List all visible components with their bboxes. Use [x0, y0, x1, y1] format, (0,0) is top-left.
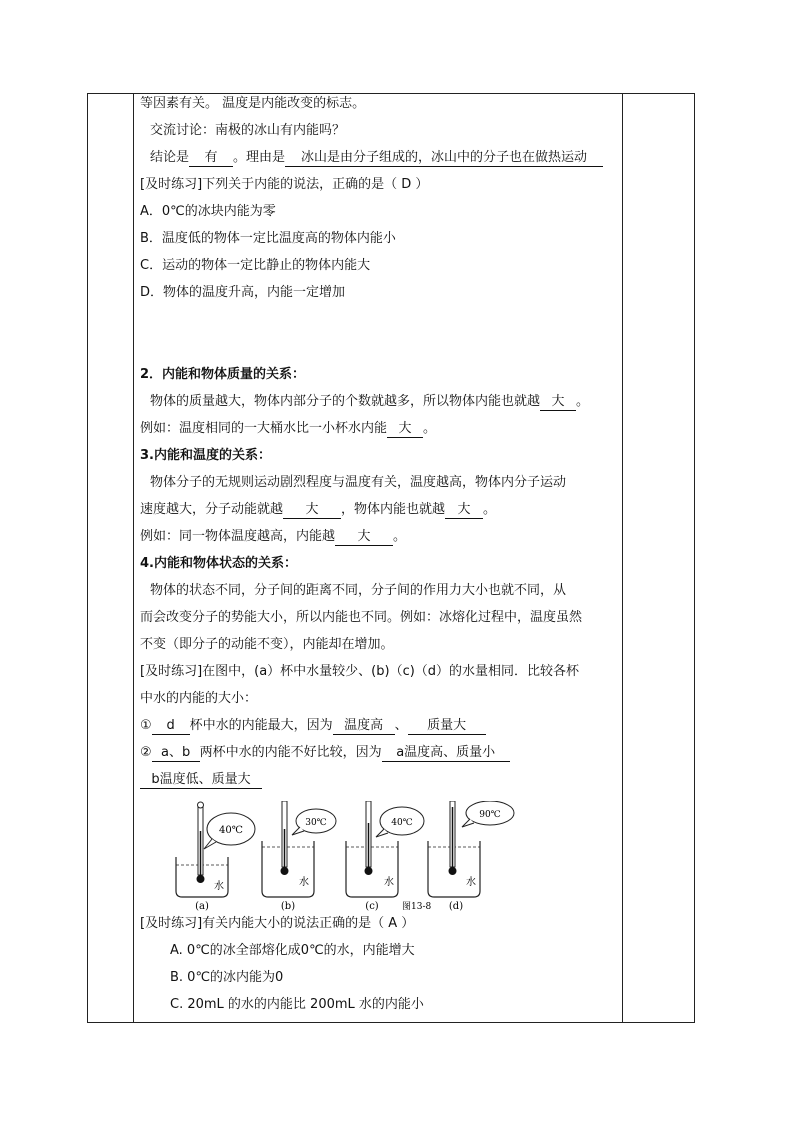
exercise-question: [及时练习]有关内能大小的说法正确的是（ A ）	[140, 916, 415, 931]
beaker-c	[346, 801, 431, 912]
temperature-label-b: 30℃	[305, 818, 327, 828]
option-b: B. 0℃的冰内能为0	[170, 970, 284, 985]
figure-caption: 图13-8	[402, 902, 432, 912]
section-heading: 3.内能和温度的关系：	[140, 448, 271, 463]
water-label: 水	[214, 881, 224, 892]
exercise-question: 中水的内能的大小：	[140, 691, 258, 706]
option-c: C．运动的物体一定比静止的物体内能大	[140, 258, 371, 273]
exercise-question: [及时练习]下列关于内能的说法，正确的是（ D ）	[140, 177, 429, 192]
conclusion-line	[140, 149, 603, 167]
section-heading: 2．内能和物体质量的关系：	[140, 367, 306, 382]
answer-blank: b温度低、质量大	[140, 772, 262, 789]
temperature-label-c: 40℃	[391, 818, 413, 828]
answer-blank: 有	[189, 150, 233, 167]
text-segment: 物体的质量越大，物体内部分子的个数就越多，所以物体内能也就越	[150, 394, 541, 409]
beaker-d	[428, 801, 514, 912]
answer-blank: a温度高、质量小	[382, 745, 510, 762]
answer-blank: 大	[335, 529, 393, 546]
text-line: 等因素有关。 温度是内能改变的标志。	[140, 96, 366, 111]
beaker-a	[176, 802, 255, 912]
option-a: A. 0℃的冰全部熔化成0℃的水，内能增大	[170, 943, 415, 958]
text-segment: 两杯中水的内能不好比较，因为	[199, 745, 382, 760]
text-line: 物体分子的无规则运动剧烈程度与温度有关，温度越高，物体内分子运动	[150, 475, 567, 490]
answer-blank: 温度高	[333, 718, 395, 735]
text-line: 而会改变分子的势能大小，所以内能也不同。例如：冰熔化过程中，温度虽然	[140, 610, 583, 625]
text-line	[140, 501, 496, 519]
cup-label-b: (b)	[280, 901, 296, 912]
conclusion-prefix: 结论是	[150, 150, 190, 165]
cup-label-d: (d)	[448, 901, 464, 912]
answer-line-2	[140, 744, 510, 762]
cup-label-a: (a)	[195, 901, 209, 912]
water-label: 水	[466, 877, 476, 888]
temperature-label-a: 40℃	[219, 825, 243, 836]
text-line	[140, 393, 589, 411]
answer-blank: 质量大	[408, 718, 486, 735]
section-heading: 4.内能和物体状态的关系：	[140, 556, 297, 571]
option-d: D．物体的温度升高，内能一定增加	[140, 285, 346, 300]
answer-line-1	[140, 717, 486, 735]
exercise-question: [及时练习]在图中，(a）杯中水量较少、(b)（c)（d）的水量相同．比较各杯	[140, 664, 580, 679]
text-segment: 例如：同一物体温度越高，内能越	[140, 529, 336, 544]
answer-blank: 大	[283, 502, 341, 519]
cup-label-c: (c)	[365, 901, 379, 912]
water-label: 水	[384, 877, 394, 888]
text-line: 不变（即分子的动能不变），内能却在增加。	[140, 637, 394, 652]
option-b: B．温度低的物体一定比温度高的物体内能小	[140, 231, 396, 246]
answer-blank: d	[152, 718, 190, 735]
item-number: ①	[140, 718, 152, 733]
text-segment: 速度越大，分子动能就越	[140, 502, 284, 517]
text-segment: 。	[393, 529, 407, 544]
text-segment: 。	[423, 421, 437, 436]
option-c: C. 20mL 的水的内能比 200mL 水的内能小	[170, 997, 424, 1012]
text-segment: 杯中水的内能最大，因为	[189, 718, 333, 733]
text-segment: ，物体内能也就越	[341, 502, 446, 517]
answer-blank: a、b	[152, 745, 200, 762]
discussion-question: 交流讨论：南极的冰山有内能吗？	[150, 123, 346, 138]
table-divider-right	[622, 93, 623, 1023]
option-a: A．0℃的冰块内能为零	[140, 204, 276, 219]
text-segment: 、	[394, 718, 408, 733]
temperature-label-d: 90℃	[479, 810, 501, 820]
text-segment: 例如：温度相同的一大桶水比一小杯水内能	[140, 421, 388, 436]
text-segment: 。	[483, 502, 497, 517]
reason-prefix: 。理由是	[233, 150, 286, 165]
text-line	[140, 528, 406, 546]
answer-blank: 大	[540, 394, 576, 411]
answer-blank: 大	[387, 421, 423, 438]
answer-line-3	[140, 771, 262, 789]
item-number: ②	[140, 745, 152, 760]
table-divider-left	[133, 93, 134, 1023]
text-line	[140, 420, 436, 438]
text-segment: 。	[576, 394, 590, 409]
answer-blank: 大	[445, 502, 483, 519]
beaker-thermometer-figure	[166, 801, 536, 913]
water-label: 水	[299, 877, 309, 888]
beaker-b	[262, 801, 336, 912]
answer-blank: 冰山是由分子组成的，冰山中的分子也在做热运动	[285, 150, 603, 167]
text-line: 物体的状态不同，分子间的距离不同，分子间的作用力大小也就不同，从	[150, 583, 567, 598]
